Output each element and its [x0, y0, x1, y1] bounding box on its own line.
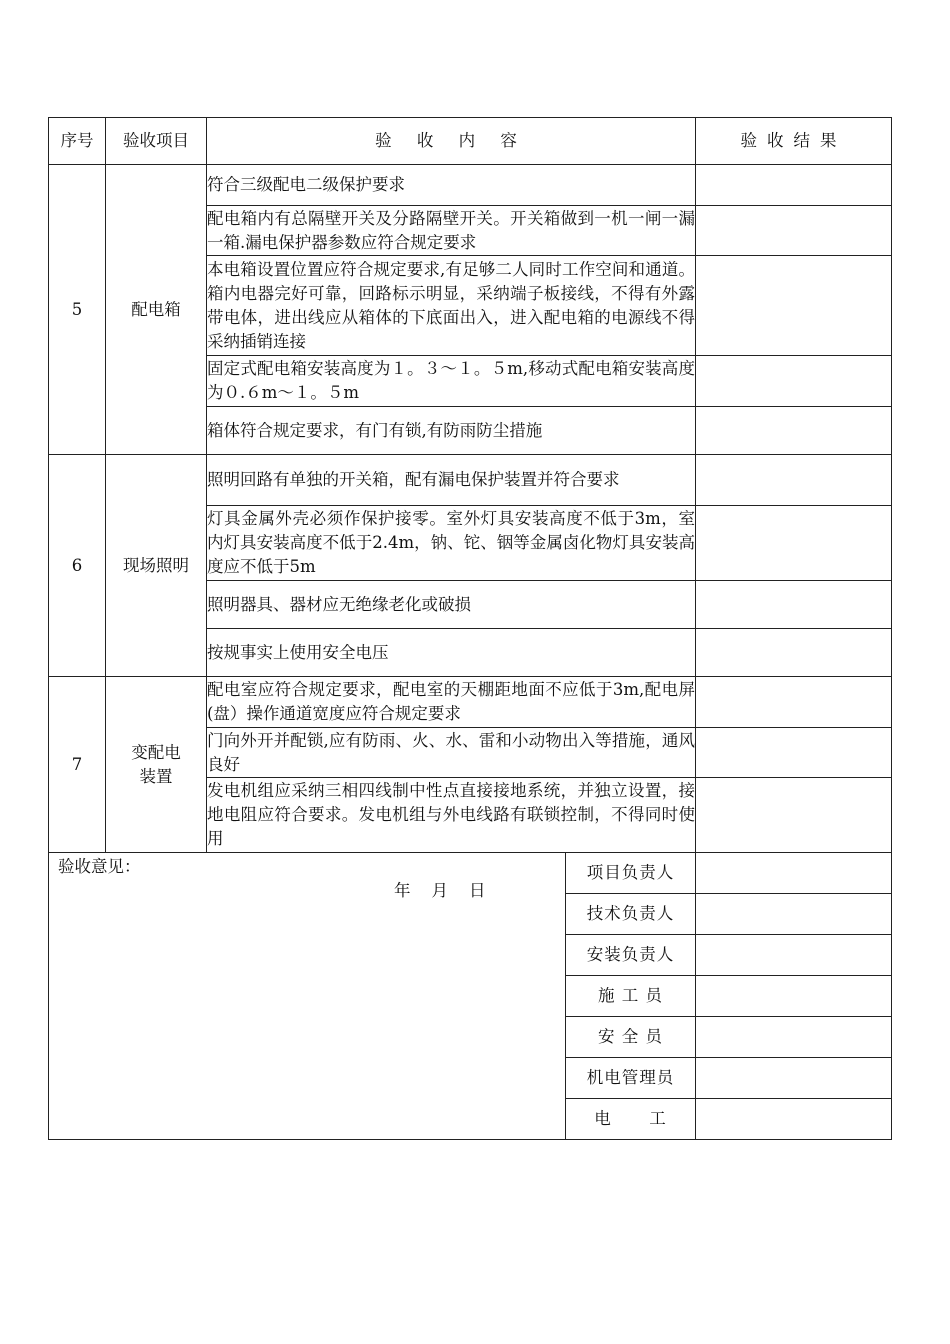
signature-cell[interactable] — [696, 935, 892, 976]
check-content: 符合三级配电二级保护要求 — [207, 165, 696, 206]
opinion-label: 验收意见： — [58, 857, 141, 876]
check-content: 按规事实上使用安全电压 — [207, 629, 696, 677]
signer-label: 安装负责人 — [566, 935, 696, 976]
header-row — [49, 118, 892, 165]
result-cell[interactable] — [696, 629, 892, 677]
result-cell[interactable] — [696, 778, 892, 853]
check-content: 灯具金属外壳必须作保护接零。室外灯具安装高度不低于3m，室内灯具安装高度不低于2.4m，钠、铊、铟等金属卤化物灯具安装高度应不低于5m — [207, 506, 696, 581]
check-content: 照明回路有单独的开关箱，配有漏电保护装置并符合要求 — [207, 455, 696, 506]
check-content: 固定式配电箱安装高度为１。３～１。５m,移动式配电箱安装高度为０.６m～１。５m — [207, 356, 696, 407]
check-content: 发电机组应采纳三相四线制中性点直接接地系统，并独立设置，接地电阻应符合要求。发电机组与外电线路有联锁控制，不得同时使用 — [207, 778, 696, 853]
group-no: 6 — [49, 455, 106, 677]
result-cell[interactable] — [696, 677, 892, 728]
check-content: 照明器具、器材应无绝缘老化或破损 — [207, 581, 696, 629]
signer-label: 电 工 — [566, 1099, 696, 1140]
result-cell[interactable] — [696, 506, 892, 581]
signer-label: 技术负责人 — [566, 894, 696, 935]
header-no: 序号 — [49, 118, 106, 165]
signature-cell[interactable] — [696, 1099, 892, 1140]
result-cell[interactable] — [696, 356, 892, 407]
signer-label: 项目负责人 — [566, 853, 696, 894]
check-content: 配电箱内有总隔壁开关及分路隔壁开关。开关箱做到一机一闸一漏一箱.漏电保护器参数应符合规定要求 — [207, 206, 696, 256]
group-no: 5 — [49, 165, 106, 455]
signature-cell[interactable] — [696, 853, 892, 894]
opinion-cell[interactable] — [49, 853, 566, 1140]
result-cell[interactable] — [696, 165, 892, 206]
check-content: 箱体符合规定要求，有门有锁,有防雨防尘措施 — [207, 407, 696, 455]
result-cell[interactable] — [696, 206, 892, 256]
group-item — [106, 677, 207, 853]
header-result: 验收结果 — [696, 118, 892, 165]
signature-cell[interactable] — [696, 894, 892, 935]
signature-cell[interactable] — [696, 976, 892, 1017]
group-item-line: 装置 — [139, 766, 173, 786]
result-cell[interactable] — [696, 256, 892, 356]
table-row — [49, 677, 892, 728]
result-cell[interactable] — [696, 581, 892, 629]
check-content: 本电箱设置位置应符合规定要求,有足够二人同时工作空间和通道。箱内电器完好可靠，回路标示明显，采纳端子板接线，不得有外露带电体，进出线应从箱体的下底面出入，进入配电箱的电源线不得采纳插销连接 — [207, 256, 696, 356]
check-content: 门向外开并配锁,应有防雨、火、水、雷和小动物出入等措施，通风良好 — [207, 728, 696, 778]
acceptance-table — [48, 117, 892, 1140]
signature-cell[interactable] — [696, 1017, 892, 1058]
result-cell[interactable] — [696, 455, 892, 506]
group-item: 配电箱 — [106, 165, 207, 455]
group-item: 现场照明 — [106, 455, 207, 677]
signer-row — [49, 853, 892, 894]
header-content: 验 收 内 容 — [207, 118, 696, 165]
signer-label: 安 全 员 — [566, 1017, 696, 1058]
check-content: 配电室应符合规定要求，配电室的天棚距地面不应低于3m,配电屏(盘）操作通道宽度应符合规定要求 — [207, 677, 696, 728]
group-no: 7 — [49, 677, 106, 853]
signer-label: 施 工 员 — [566, 976, 696, 1017]
table-row — [49, 165, 892, 206]
signer-label: 机电管理员 — [566, 1058, 696, 1099]
group-item-line: 变配电 — [131, 742, 181, 762]
table-row — [49, 455, 892, 506]
signature-cell[interactable] — [696, 1058, 892, 1099]
result-cell[interactable] — [696, 407, 892, 455]
date-label: 年 月 日 — [394, 881, 486, 900]
result-cell[interactable] — [696, 728, 892, 778]
header-item: 验收项目 — [106, 118, 207, 165]
